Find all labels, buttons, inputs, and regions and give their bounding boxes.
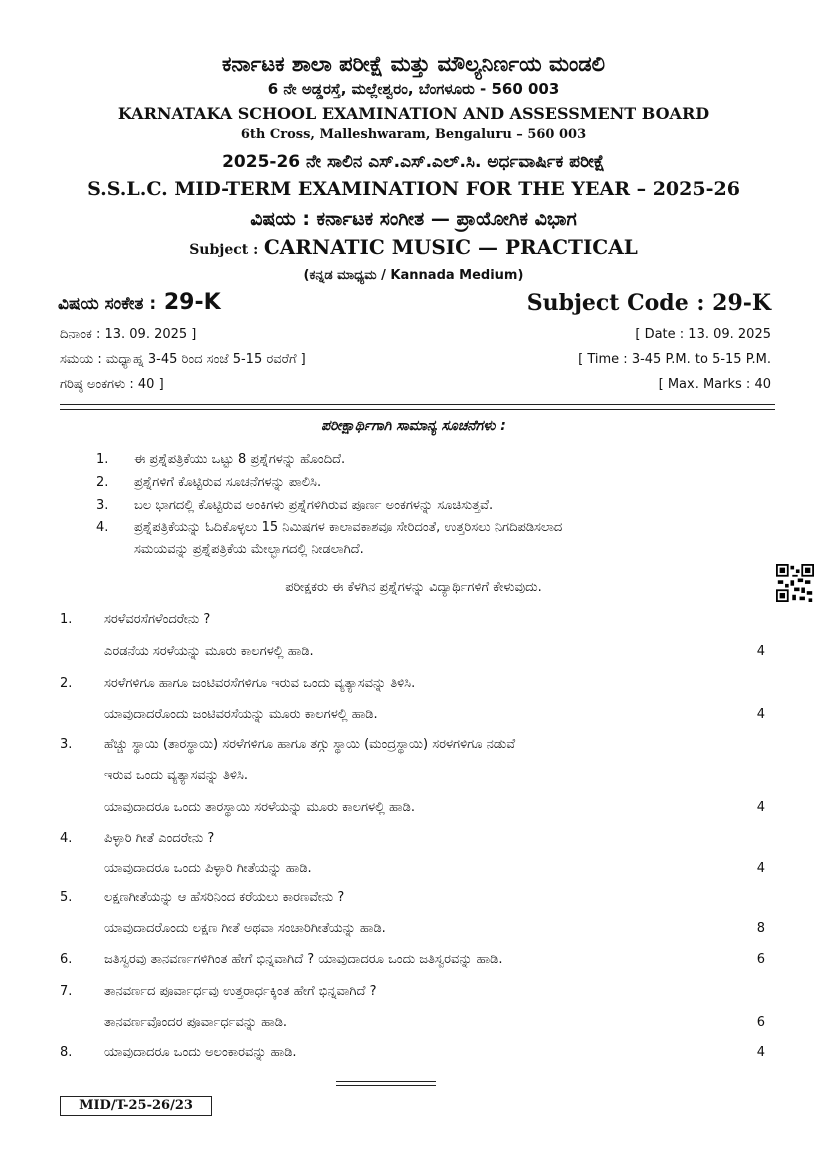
- subject-english: [0, 235, 827, 259]
- question-marks: 4: [756, 1045, 765, 1060]
- subject-code-english: Subject Code : 29-K: [526, 290, 771, 316]
- question-marks: 6: [756, 1015, 765, 1030]
- board-address-kannada: 6 ನೇ ಅಡ್ಡರಸ್ತೆ, ಮಲ್ಲೇಶ್ವರಂ, ಬೆಂಗಳೂರು - 560 003: [267, 80, 560, 98]
- question-task: ಯಾವುದಾದರೂ ಒಂದು ತಾರಸ್ಥಾಯಿ ಸರಳೆಯನ್ನು ಮೂರು ಕಾಲಗಳಲ್ಲಿ ಹಾಡಿ.: [104, 800, 415, 815]
- question-text: ಸರಳೆಗಳಿಗೂ ಹಾಗೂ ಜಂಟಿವರಸೆಗಳಿಗೂ ಇರುವ ಒಂದು ವ್ಯತ್ಯಾಸವನ್ನು ತಿಳಿಸಿ.: [104, 676, 416, 691]
- instruction-num: 4.: [96, 520, 109, 535]
- question-number: 6.: [60, 952, 73, 967]
- question-task: ತಾನವರ್ಣವೊಂದರ ಪೂರ್ವಾರ್ಧವನ್ನು ಹಾಡಿ.: [104, 1015, 288, 1030]
- question-number: 7.: [60, 984, 73, 999]
- question-marks: 4: [756, 707, 765, 722]
- date-english: [ Date : 13. 09. 2025: [635, 327, 771, 342]
- board-name-kannada: ಕರ್ನಾಟಕ ಶಾಲಾ ಪರೀಕ್ಷೆ ಮತ್ತು ಮೌಲ್ಯನಿರ್ಣಯ ಮಂಡಲಿ: [221, 52, 606, 76]
- question-number: 8.: [60, 1045, 73, 1060]
- board-name-english: KARNATAKA SCHOOL EXAMINATION AND ASSESSMENT BOARD: [117, 104, 710, 123]
- instruction-text: ಪ್ರಶ್ನೆಗಳಿಗೆ ಕೊಟ್ಟಿರುವ ಸೂಚನೆಗಳನ್ನು ಪಾಲಿಸಿ.: [134, 475, 322, 490]
- max-marks-kannada: ಗರಿಷ್ಠ ಅಂಕಗಳು : 40 ]: [60, 377, 164, 392]
- subject-code-kannada-value: 29-K: [163, 290, 221, 315]
- exam-title-english: S.S.L.C. MID-TERM EXAMINATION FOR THE YEAR – 2025-26: [87, 178, 740, 200]
- question-task: ಯಾವುದಾದರೊಂದು ಜಂಟಿವರಸೆಯನ್ನು ಮೂರು ಕಾಲಗಳಲ್ಲಿ ಹಾಡಿ.: [104, 707, 378, 722]
- question-marks: 6: [756, 952, 765, 967]
- question-text: ಯಾವುದಾದರೂ ಒಂದು ಅಲಂಕಾರವನ್ನು ಹಾಡಿ.: [104, 1045, 297, 1060]
- questions-intro: ಪರೀಕ್ಷಕರು ಈ ಕೆಳಗಿನ ಪ್ರಶ್ನೆಗಳನ್ನು ವಿದ್ಯಾರ್ಥಿಗಳಿಗೆ ಕೇಳುವುದು.: [285, 580, 542, 595]
- date-kannada: ದಿನಾಂಕ : 13. 09. 2025 ]: [60, 327, 197, 342]
- time-kannada: ಸಮಯ : ಮಧ್ಯಾಹ್ನ 3-45 ರಿಂದ ಸಂಜೆ 5-15 ರವರೆಗೆ ]: [60, 352, 306, 367]
- question-text: ತಾನವರ್ಣದ ಪೂರ್ವಾರ್ಧವು ಉತ್ತರಾರ್ಧಕ್ಕಿಂತ ಹೇಗೆ ಭಿನ್ನವಾಗಿದೆ ?: [104, 984, 377, 999]
- question-marks: 4: [756, 800, 765, 815]
- question-number: 3.: [60, 737, 73, 752]
- question-number: 5.: [60, 890, 73, 905]
- instruction-num: 3.: [96, 498, 109, 513]
- question-task: ಎರಡನೆಯ ಸರಳೆಯನ್ನು ಮೂರು ಕಾಲಗಳಲ್ಲಿ ಹಾಡಿ.: [104, 644, 314, 659]
- question-text-cont: ಇರುವ ಒಂದು ವ್ಯತ್ಯಾಸವನ್ನು ತಿಳಿಸಿ.: [104, 768, 249, 783]
- question-text: ಸರಳೆವರಸೆಗಳೆಂದರೇನು ?: [104, 612, 211, 627]
- instruction-text: ಈ ಪ್ರಶ್ನೆಪತ್ರಿಕೆಯು ಒಟ್ಟು 8 ಪ್ರಶ್ನೆಗಳನ್ನು ಹೊಂದಿದೆ.: [134, 452, 346, 467]
- subject-code-kannada-label: ವಿಷಯ ಸಂಕೇತ :: [58, 294, 157, 314]
- divider-top-2: [60, 409, 775, 410]
- question-text: ಪಿಳ್ಳಾರಿ ಗೀತೆ ಎಂದರೇನು ?: [104, 831, 215, 846]
- subject-prefix: Subject :: [189, 242, 259, 258]
- question-marks: 4: [756, 644, 765, 659]
- instruction-num: 2.: [96, 475, 109, 490]
- question-text: ಹೆಚ್ಚು ಸ್ಥಾಯಿ (ತಾರಸ್ಥಾಯಿ) ಸರಳೆಗಳಿಗೂ ಹಾಗೂ ತಗ್ಗು ಸ್ಥಾಯಿ (ಮಂದ್ರಸ್ಥಾಯಿ) ಸರಳಗಳಿಗೂ ನಡುವೆ: [104, 737, 516, 752]
- question-marks: 4: [756, 861, 765, 876]
- instruction-text: ಪ್ರಶ್ನೆಪತ್ರಿಕೆಯನ್ನು ಓದಿಕೊಳ್ಳಲು 15 ನಿಮಿಷಗಳ ಕಾಲಾವಕಾಶವೂ ಸೇರಿದಂತೆ, ಉತ್ತರಿಸಲು ನಿಗದಿಪಡಿಸಲಾದ: [134, 520, 563, 535]
- time-english: [ Time : 3-45 P.M. to 5-15 P.M.: [578, 352, 771, 367]
- paper-code-footer: MID/T-25-26/23: [60, 1096, 212, 1116]
- question-text: ಜತಿಸ್ವರವು ತಾನವರ್ಣಗಳಿಗಿಂತ ಹೇಗೆ ಭಿನ್ನವಾಗಿದೆ ? ಯಾವುದಾದರೂ ಒಂದು ಜತಿಸ್ವರವನ್ನು ಹಾಡಿ.: [104, 952, 503, 967]
- medium-label: (ಕನ್ನಡ ಮಾಧ್ಯಮ / Kannada Medium): [303, 268, 524, 283]
- subject-code-kannada: [58, 290, 221, 315]
- instructions-heading: ಪರೀಕ್ಷಾರ್ಥಿಗಾಗಿ ಸಾಮಾನ್ಯ ಸೂಚನೆಗಳು :: [321, 418, 506, 434]
- instruction-num: 1.: [96, 452, 109, 467]
- question-number: 4.: [60, 831, 73, 846]
- subject-kannada: ವಿಷಯ : ಕರ್ನಾಟಕ ಸಂಗೀತ — ಪ್ರಾಯೋಗಿಕ ವಿಭಾಗ: [250, 208, 577, 230]
- question-number: 2.: [60, 676, 73, 691]
- max-marks-english: [ Max. Marks : 40: [658, 377, 771, 392]
- instruction-text-cont: ಸಮಯವನ್ನು ಪ್ರಶ್ನೆಪತ್ರಿಕೆಯ ಮೇಲ್ಭಾಗದಲ್ಲಿ ನೀಡಲಾಗಿದೆ.: [134, 542, 364, 557]
- question-task: ಯಾವುದಾದರೂ ಒಂದು ಪಿಳ್ಳಾರಿ ಗೀತೆಯನ್ನು ಹಾಡಿ.: [104, 861, 312, 876]
- end-rule: [336, 1081, 436, 1082]
- board-address-english: 6th Cross, Malleshwaram, Bengaluru – 560 003: [240, 127, 587, 142]
- instruction-text: ಬಲ ಭಾಗದಲ್ಲಿ ಕೊಟ್ಟಿರುವ ಅಂಕಿಗಳು ಪ್ರಶ್ನೆಗಳಿಗಿರುವ ಪೂರ್ಣ ಅಂಕಗಳನ್ನು ಸೂಚಿಸುತ್ತವೆ.: [134, 498, 494, 513]
- question-marks: 8: [756, 921, 765, 936]
- divider-top: [60, 404, 775, 405]
- question-text: ಲಕ್ಷಣಗೀತೆಯನ್ನು ಆ ಹೆಸರಿನಿಂದ ಕರೆಯಲು ಕಾರಣವೇನು ?: [104, 890, 345, 905]
- subject-title: CARNATIC MUSIC — PRACTICAL: [263, 235, 638, 259]
- end-rule-2: [336, 1085, 436, 1086]
- exam-title-kannada: 2025-26 ನೇ ಸಾಲಿನ ಎಸ್.ಎಸ್.ಎಲ್.ಸಿ. ಅರ್ಧವಾರ್ಷಿಕ ಪರೀಕ್ಷೆ: [222, 152, 605, 172]
- question-task: ಯಾವುದಾದರೊಂದು ಲಕ್ಷಣ ಗೀತೆ ಅಥವಾ ಸಂಚಾರಿಗೀತೆಯನ್ನು ಹಾಡಿ.: [104, 921, 386, 936]
- question-number: 1.: [60, 612, 73, 627]
